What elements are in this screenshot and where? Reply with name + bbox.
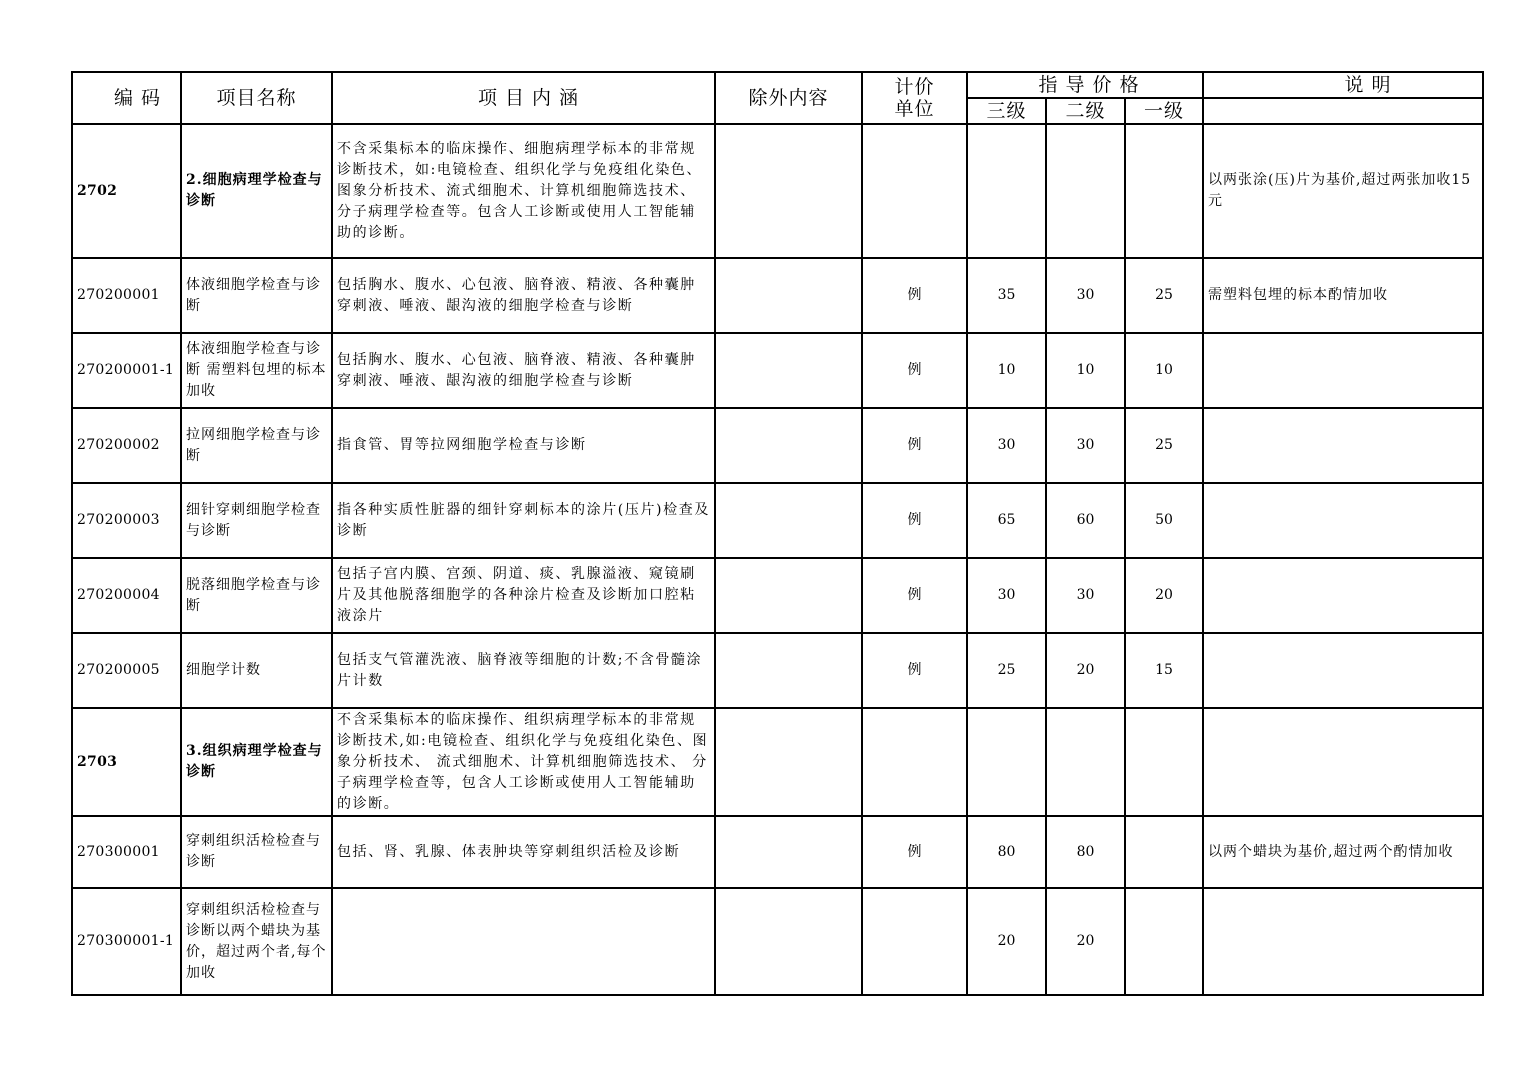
cell-name: 脱落细胞学检查与诊断	[181, 558, 332, 633]
cell-level1: 50	[1125, 483, 1203, 558]
table-body	[72, 124, 1483, 995]
cell-level1	[1125, 888, 1203, 995]
cell-note: 以两个蜡块为基价,超过两个酌情加收	[1203, 816, 1483, 888]
cell-level2: 30	[1046, 258, 1125, 333]
cell-level3: 35	[967, 258, 1046, 333]
cell-level1	[1125, 816, 1203, 888]
cell-content: 包括、肾、乳腺、体表肿块等穿刺组织活检及诊断	[332, 816, 715, 888]
cell-name: 2.细胞病理学检查与诊断	[181, 124, 332, 258]
cell-level2	[1046, 124, 1125, 258]
cell-code: 270200002	[72, 408, 181, 483]
cell-content: 指食管、胃等拉网细胞学检查与诊断	[332, 408, 715, 483]
cell-code: 2703	[72, 708, 181, 816]
cell-level1: 25	[1125, 408, 1203, 483]
header-level2: 二级	[1046, 98, 1125, 124]
table-row	[72, 333, 1483, 408]
cell-level2: 10	[1046, 333, 1125, 408]
header-level1: 一级	[1125, 98, 1203, 124]
table-row	[72, 483, 1483, 558]
cell-level3	[967, 708, 1046, 816]
cell-note	[1203, 888, 1483, 995]
cell-content: 不含采集标本的临床操作、细胞病理学标本的非常规诊断技术，如:电镜检查、组织化学与免疫组化染色、图象分析技术、流式细胞术、计算机细胞筛选技术、分子病理学检查等。包含人工诊断或使用人工智能辅助的诊断。	[332, 124, 715, 258]
cell-content: 包括胸水、腹水、心包液、脑脊液、精液、各种囊肿穿刺液、唾液、龈沟液的细胞学检查与诊断	[332, 258, 715, 333]
cell-level1: 10	[1125, 333, 1203, 408]
cell-name: 细胞学计数	[181, 633, 332, 708]
cell-content: 不含采集标本的临床操作、组织病理学标本的非常规诊断技术,如:电镜检查、组织化学与免疫组化染色、图象分析技术、 流式细胞术、计算机细胞筛选技术、 分子病理学检查等，包含人工诊断或使用人工智能辅助的诊断。	[332, 708, 715, 816]
cell-code: 270200005	[72, 633, 181, 708]
cell-name: 细针穿刺细胞学检查与诊断	[181, 483, 332, 558]
header-unit	[862, 72, 967, 124]
cell-level2: 30	[1046, 558, 1125, 633]
header-guide-price: 指 导 价 格	[967, 72, 1203, 98]
cell-level2: 80	[1046, 816, 1125, 888]
cell-note	[1203, 558, 1483, 633]
table-row	[72, 888, 1483, 995]
cell-level3: 30	[967, 558, 1046, 633]
cell-name: 3.组织病理学检查与诊断	[181, 708, 332, 816]
cell-exclusion	[715, 483, 862, 558]
cell-name: 穿刺组织活检检查与诊断以两个蜡块为基价，超过两个者,每个加收	[181, 888, 332, 995]
cell-content: 包括子宫内膜、宫颈、阴道、痰、乳腺溢液、窥镜刷片及其他脱落细胞学的各种涂片检查及诊断加口腔粘液涂片	[332, 558, 715, 633]
header-note: 说 明	[1203, 72, 1483, 98]
header-exclusion: 除外内容	[715, 72, 862, 124]
cell-unit: 例	[862, 633, 967, 708]
cell-unit: 例	[862, 816, 967, 888]
cell-code: 2702	[72, 124, 181, 258]
cell-unit	[862, 708, 967, 816]
cell-note: 需塑料包埋的标本酌情加收	[1203, 258, 1483, 333]
cell-content: 包括支气管灌洗液、脑脊液等细胞的计数;不含骨髓涂片计数	[332, 633, 715, 708]
header-unit-line1: 计价	[894, 76, 935, 98]
header-unit-line2: 单位	[894, 98, 935, 120]
cell-level1: 15	[1125, 633, 1203, 708]
cell-exclusion	[715, 258, 862, 333]
cell-level2: 60	[1046, 483, 1125, 558]
cell-level3: 10	[967, 333, 1046, 408]
cell-code: 270200001-1	[72, 333, 181, 408]
header-level3: 三级	[967, 98, 1046, 124]
cell-exclusion	[715, 708, 862, 816]
cell-content: 包括胸水、腹水、心包液、脑脊液、精液、各种囊肿穿刺液、唾液、龈沟液的细胞学检查与诊断	[332, 333, 715, 408]
cell-level3	[967, 124, 1046, 258]
cell-code: 270200004	[72, 558, 181, 633]
table-row	[72, 558, 1483, 633]
cell-unit: 例	[862, 483, 967, 558]
cell-level3: 65	[967, 483, 1046, 558]
cell-unit	[862, 124, 967, 258]
table-row	[72, 408, 1483, 483]
cell-note	[1203, 708, 1483, 816]
cell-name: 拉网细胞学检查与诊断	[181, 408, 332, 483]
cell-code: 270200003	[72, 483, 181, 558]
cell-level3: 80	[967, 816, 1046, 888]
cell-content	[332, 888, 715, 995]
header-note-blank	[1203, 98, 1483, 124]
cell-level3: 25	[967, 633, 1046, 708]
table-row	[72, 633, 1483, 708]
table-row	[72, 124, 1483, 258]
cell-name: 体液细胞学检查与诊断 需塑料包埋的标本加收	[181, 333, 332, 408]
cell-level2: 30	[1046, 408, 1125, 483]
cell-exclusion	[715, 333, 862, 408]
header-content: 项 目 内 涵	[332, 72, 715, 124]
cell-level3: 20	[967, 888, 1046, 995]
table-row	[72, 708, 1483, 816]
cell-exclusion	[715, 816, 862, 888]
cell-content: 指各种实质性脏器的细针穿刺标本的涂片(压片)检查及诊断	[332, 483, 715, 558]
cell-exclusion	[715, 124, 862, 258]
cell-unit: 例	[862, 558, 967, 633]
cell-level2	[1046, 708, 1125, 816]
header-code: 编 码	[72, 72, 181, 124]
cell-note	[1203, 333, 1483, 408]
cell-name: 穿刺组织活检检查与诊断	[181, 816, 332, 888]
cell-level1: 25	[1125, 258, 1203, 333]
cell-unit	[862, 888, 967, 995]
cell-level3: 30	[967, 408, 1046, 483]
cell-unit: 例	[862, 408, 967, 483]
cell-name: 体液细胞学检查与诊断	[181, 258, 332, 333]
cell-level1	[1125, 124, 1203, 258]
cell-note	[1203, 633, 1483, 708]
table-row	[72, 258, 1483, 333]
cell-code: 270300001	[72, 816, 181, 888]
cell-exclusion	[715, 558, 862, 633]
cell-unit: 例	[862, 258, 967, 333]
table-row	[72, 816, 1483, 888]
cell-unit: 例	[862, 333, 967, 408]
header-name: 项目名称	[181, 72, 332, 124]
cell-code: 270300001-1	[72, 888, 181, 995]
cell-exclusion	[715, 408, 862, 483]
cell-level2: 20	[1046, 888, 1125, 995]
cell-level2: 20	[1046, 633, 1125, 708]
price-table	[71, 71, 1484, 996]
cell-exclusion	[715, 888, 862, 995]
cell-note: 以两张涂(压)片为基价,超过两张加收15元	[1203, 124, 1483, 258]
cell-note	[1203, 483, 1483, 558]
cell-level1	[1125, 708, 1203, 816]
cell-exclusion	[715, 633, 862, 708]
cell-level1: 20	[1125, 558, 1203, 633]
cell-code: 270200001	[72, 258, 181, 333]
cell-note	[1203, 408, 1483, 483]
